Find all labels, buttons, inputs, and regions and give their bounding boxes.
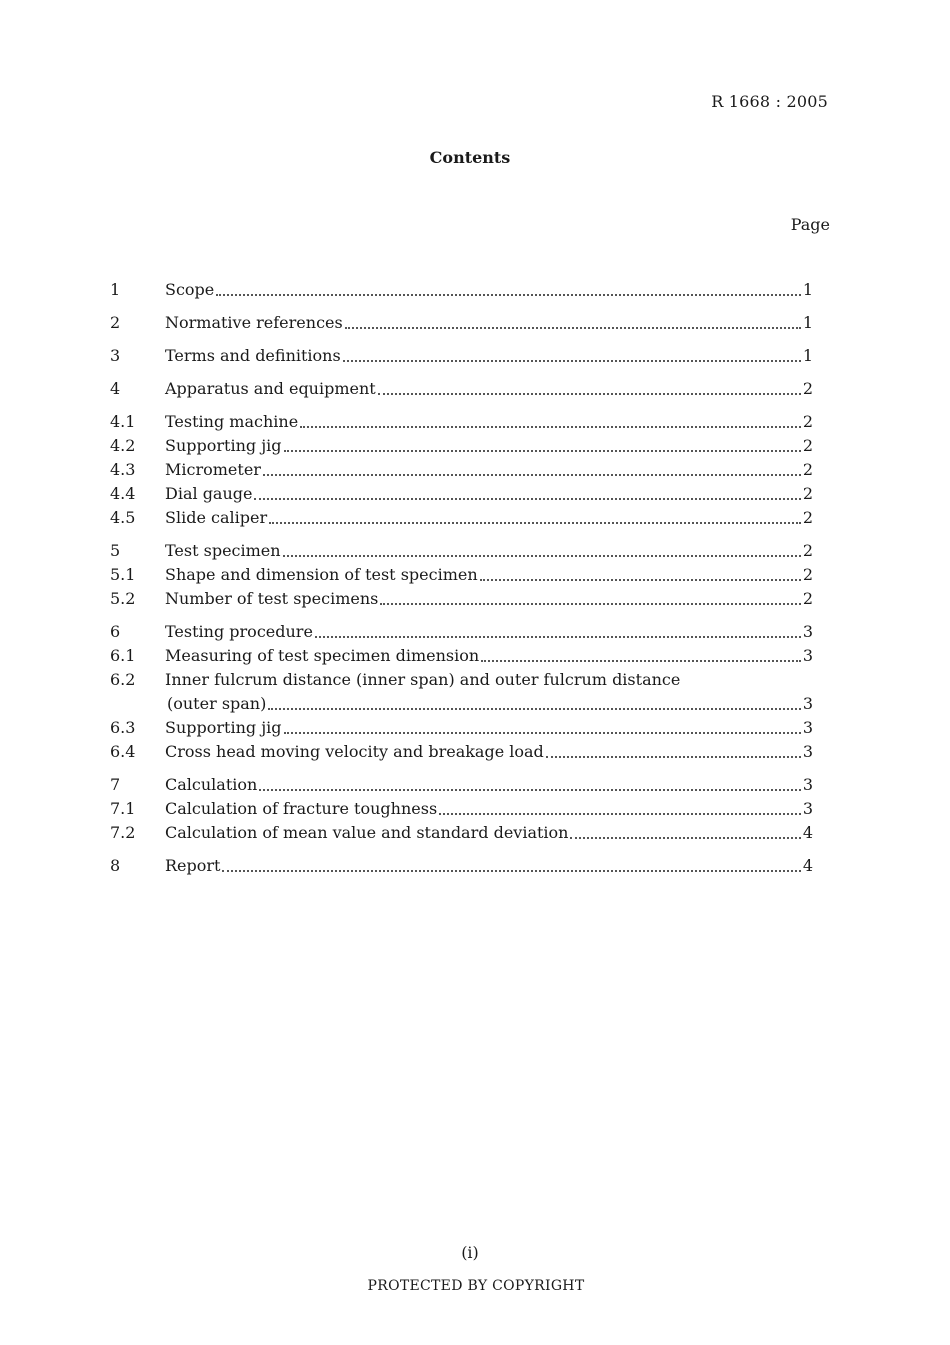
- toc-entry-title: Micrometer: [165, 460, 261, 479]
- toc-entry-title: Calculation of fracture toughness: [165, 799, 438, 818]
- dot-leader: [222, 870, 800, 872]
- toc-entry-title: Terms and definitions: [165, 346, 341, 365]
- dot-leader: [259, 789, 801, 791]
- toc-entry-title: Report: [165, 856, 221, 875]
- toc-entry-page: 3: [802, 718, 813, 737]
- toc-entry-number: 5.1: [110, 565, 136, 584]
- toc-group: [110, 278, 813, 302]
- toc-entry-title: Cross head moving velocity and breakage load: [165, 742, 544, 761]
- toc-entry[interactable]: [110, 644, 813, 668]
- toc-entry-page: 3: [802, 646, 813, 665]
- toc-entry-page: 2: [802, 589, 813, 608]
- dot-leader: [439, 813, 801, 815]
- toc-entry[interactable]: [110, 377, 813, 401]
- toc-entry-page: 2: [802, 412, 813, 431]
- toc-entry-number: 6.2: [110, 670, 136, 689]
- toc-entry[interactable]: [110, 740, 813, 764]
- toc-entry-page: 4: [802, 823, 813, 842]
- toc-group: [110, 377, 813, 401]
- toc-entry[interactable]: [110, 482, 813, 506]
- toc-entry-title: Inner fulcrum distance (inner span) and outer fulcrum distance: [165, 670, 681, 689]
- toc-entry-title: Supporting jig: [165, 436, 282, 455]
- toc-entry-number: 4.2: [110, 436, 136, 455]
- toc-entry[interactable]: [110, 668, 813, 692]
- toc-entry-number: 7: [110, 775, 121, 794]
- dot-leader: [378, 393, 801, 395]
- toc-entry-number: 6.1: [110, 646, 136, 665]
- dot-leader: [263, 474, 801, 476]
- table-of-contents: [110, 278, 813, 887]
- dot-leader: [268, 708, 800, 710]
- toc-entry[interactable]: [110, 539, 813, 563]
- toc-entry-number: 5: [110, 541, 121, 560]
- toc-group: [110, 620, 813, 764]
- toc-entry-title: Test specimen: [165, 541, 281, 560]
- toc-entry-title: Scope: [165, 280, 215, 299]
- dot-leader: [254, 498, 800, 500]
- toc-entry-page: 1: [802, 346, 813, 365]
- toc-group: [110, 410, 813, 530]
- toc-entry-page: 1: [802, 280, 813, 299]
- toc-entry[interactable]: [110, 821, 813, 845]
- toc-entry-number: 7.1: [110, 799, 136, 818]
- toc-entry-title: Number of test specimens: [165, 589, 379, 608]
- toc-entry-title-continued: (outer span): [167, 694, 267, 713]
- toc-entry-page: 4: [802, 856, 813, 875]
- toc-entry-number: 1: [110, 280, 121, 299]
- dot-leader: [284, 450, 801, 452]
- toc-entry[interactable]: [110, 344, 813, 368]
- toc-entry-page: 2: [802, 460, 813, 479]
- toc-entry[interactable]: [110, 458, 813, 482]
- document-number: R 1668 : 2005: [711, 92, 828, 111]
- page-column-label: Page: [790, 215, 830, 234]
- toc-entry-title: Measuring of test specimen dimension: [165, 646, 480, 665]
- toc-entry-page: 3: [802, 694, 813, 713]
- toc-entry-title: Testing procedure: [165, 622, 313, 641]
- toc-entry-page: 2: [802, 508, 813, 527]
- toc-entry-page: 3: [802, 799, 813, 818]
- toc-entry-page: 2: [802, 484, 813, 503]
- toc-entry-number: 5.2: [110, 589, 136, 608]
- dot-leader: [216, 294, 801, 296]
- dot-leader: [380, 603, 800, 605]
- dot-leader: [345, 327, 801, 329]
- toc-group: [110, 773, 813, 845]
- toc-entry-number: 4.1: [110, 412, 136, 431]
- toc-entry[interactable]: [110, 311, 813, 335]
- toc-entry-title: Testing machine: [165, 412, 299, 431]
- dot-leader: [300, 426, 801, 428]
- toc-entry-number: 4.4: [110, 484, 136, 503]
- page-title: Contents: [429, 148, 511, 167]
- toc-entry-title: Shape and dimension of test specimen: [165, 565, 478, 584]
- toc-entry-number: 7.2: [110, 823, 136, 842]
- toc-group: [110, 344, 813, 368]
- dot-leader: [343, 360, 801, 362]
- toc-entry-page: 2: [802, 541, 813, 560]
- toc-entry[interactable]: [110, 563, 813, 587]
- toc-entry[interactable]: [110, 620, 813, 644]
- copyright-notice: PROTECTED BY COPYRIGHT: [367, 1278, 585, 1294]
- toc-entry-number: 8: [110, 856, 121, 875]
- toc-entry-page: 2: [802, 379, 813, 398]
- dot-leader: [315, 636, 801, 638]
- toc-entry-continuation[interactable]: [110, 692, 813, 716]
- toc-entry-title: Dial gauge: [165, 484, 253, 503]
- toc-entry-number: 3: [110, 346, 121, 365]
- toc-entry-number: 6: [110, 622, 121, 641]
- toc-entry-title: Apparatus and equipment: [165, 379, 376, 398]
- toc-group: [110, 539, 813, 611]
- dot-leader: [481, 660, 801, 662]
- toc-entry-page: 1: [802, 313, 813, 332]
- toc-entry-number: 2: [110, 313, 121, 332]
- toc-entry-number: 4.3: [110, 460, 136, 479]
- toc-entry-title: Calculation of mean value and standard deviation: [165, 823, 569, 842]
- toc-entry-page: 3: [802, 622, 813, 641]
- toc-entry[interactable]: [110, 506, 813, 530]
- toc-entry[interactable]: [110, 797, 813, 821]
- toc-entry-number: 6.3: [110, 718, 136, 737]
- toc-entry-number: 4.5: [110, 508, 136, 527]
- toc-entry-number: 4: [110, 379, 121, 398]
- toc-group: [110, 854, 813, 878]
- dot-leader: [284, 732, 801, 734]
- toc-entry[interactable]: [110, 773, 813, 797]
- toc-entry-page: 3: [802, 742, 813, 761]
- toc-entry-title: Supporting jig: [165, 718, 282, 737]
- dot-leader: [283, 555, 801, 557]
- toc-entry-number: 6.4: [110, 742, 136, 761]
- toc-entry-page: 2: [802, 565, 813, 584]
- toc-entry[interactable]: [110, 854, 813, 878]
- dot-leader: [480, 579, 801, 581]
- dot-leader: [269, 522, 801, 524]
- toc-entry-title: Calculation: [165, 775, 258, 794]
- toc-entry-page: 3: [802, 775, 813, 794]
- dot-leader: [570, 837, 800, 839]
- toc-entry-page: 2: [802, 436, 813, 455]
- toc-entry[interactable]: [110, 410, 813, 434]
- toc-entry[interactable]: [110, 716, 813, 740]
- dot-leader: [546, 756, 801, 758]
- toc-entry[interactable]: [110, 278, 813, 302]
- toc-entry-title: Slide caliper: [165, 508, 268, 527]
- toc-entry-title: Normative references: [165, 313, 343, 332]
- toc-entry[interactable]: [110, 434, 813, 458]
- page-folio: (i): [461, 1243, 479, 1262]
- toc-entry[interactable]: [110, 587, 813, 611]
- toc-group: [110, 311, 813, 335]
